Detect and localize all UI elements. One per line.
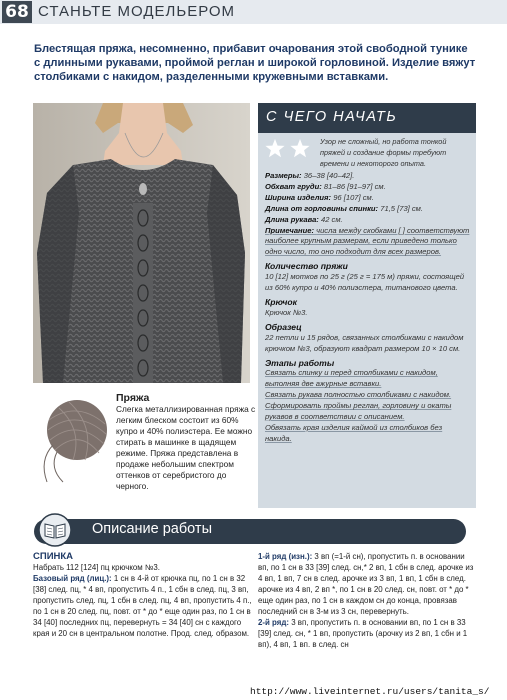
yarn-amount-heading: Количество пряжи [265,261,348,272]
spec-sizes: Размеры: 36–38 [40–42]. [265,171,355,180]
hook-text: Крючок №3. [265,307,308,317]
getting-started-header [258,103,476,133]
gauge-text: 22 петли и 15 рядов, связанных столбиками с накидом крючком №3, образуют квадрат размером 10 × 10 см. [265,332,464,353]
instructions-left-column [33,551,253,639]
row1-text: 3 вп (=1-й сн), пропустить п. в основании вп, по 1 сн в 33 [39] след. сн,* 2 вп, 1 сбн в след. арочке из 4 вп, 1 вп, 7 сн в след. арочке из 3 вп, 1 вп, 1 сбн в след. арочке из 4 вп, 2 вп *, по 1 сн в 20 след. сн, повт. от * до * еще один раз, по 1 сн в каждом сн до конца, провязав последний сн в 3-м из 3 сн, перевернуть. [258,552,474,616]
stages-heading: Этапы работы [265,357,335,368]
intro-paragraph: Блестящая пряжа, несомненно, прибавит очарования этой свободной тунике с длинными рукавами, проймой реглан и широкой горловиной. Изделие вяжут столбиками с накидом, разделенными кружевными вставками. [34,43,476,83]
getting-started-title: С ЧЕГО НАЧАТЬ [266,109,398,125]
stage-item: Обвязать края изделия каймой из столбиков без накида. [265,422,443,443]
stage-item: Сформировать проймы реглан, горловину и окаты рукавов в соответствии с описанием. [265,401,452,422]
work-description-title: Описание работы [92,521,212,537]
page-header [0,0,507,24]
page-number: 68 [2,1,32,23]
spec-note: Примечание: числа между скобками [ ] соответствуют наиболее крупным размерам, если приведено только одно число, то оно подходит для всех размеров. [265,225,470,257]
yarn-ball-photo [33,390,109,485]
spec-length-neck: Длина от горловины спинки: 71,5 [73] см. [265,203,423,213]
specs-list [265,171,471,445]
row2-text: 3 вп, пропустить п. в основании вп, по 1 сн в 33 [39] след. сн, * 1 вп, пропустить (арочку из 2 вп, 1 сбн и 1 вп), 4 вп, 1 вп. в след. сн [258,618,468,649]
stage-item: Связать спинку и перед столбиками с накидом, выполняя две ажурные вставки. [265,368,438,389]
back-cast-on: Набрать 112 [124] пц крючком №3. [33,563,160,572]
yarn-description: Слегка металлизированная пряжа с легким блеском состоит из 60% купро и 40% полиэстера. Ее можно стирать в машинке в щадящем режиме. Пряжа представлена в продаже небольшим спектром оттенков от серебристого до черного. [116,404,256,491]
section-title: СТАНЬТЕ МОДЕЛЬЕРОМ [38,3,236,20]
row2-label: 2-й ряд: [258,618,290,627]
difficulty-stars-icon [264,137,314,161]
instructions-right-column [258,551,474,650]
model-photo [33,103,250,383]
hook-heading: Крючок [265,296,298,307]
row1-label: 1-й ряд (изн.): [258,552,313,561]
base-row-label: Базовый ряд (лиц.): [33,574,112,583]
book-icon [38,513,72,547]
spec-chest: Обхват груди: 81–86 [91–97] см. [265,181,386,191]
back-heading: СПИНКА [33,551,74,562]
stage-item: Связать рукава полностью столбиками с накидом. [265,390,452,400]
difficulty-text: Узор не сложный, но работа тонкой пряжей и создание формы требуют времени и некоторого опыта. [320,137,447,168]
getting-started-box [258,103,476,508]
spec-width: Ширина изделия: 96 [107] см. [265,192,374,202]
spec-sleeve: Длина рукава: 42 см. [265,214,343,224]
base-row-text: 1 сн в 4-й от крючка пц, по 1 сн в 32 [38] след. пц, * 4 вп, пропустить 4 п., 1 сбн в след. пц, 3 вп, пропустить след. пц, 1 сбн в след. пц, 4 вп, пропустить 4 п., по 1 сн в 20 след. пц, повт. от * до * еще один раз, по 1 сн в 34 [40] последних пц, перевернуть = 34 [40] сн с каждого края и 20 сн в центральном полотне. Прод. след. образом. [33,574,252,638]
yarn-amount-text: 10 [12] мотков по 25 г (25 г = 175 м) пряжи, состоящей из 60% купро и 40% полиэстера, титанового цвета. [265,272,465,293]
source-url: http://www.liveinternet.ru/users/tanita_s/ [250,686,490,697]
gauge-heading: Образец [265,321,302,332]
yarn-title: Пряжа [116,392,150,404]
